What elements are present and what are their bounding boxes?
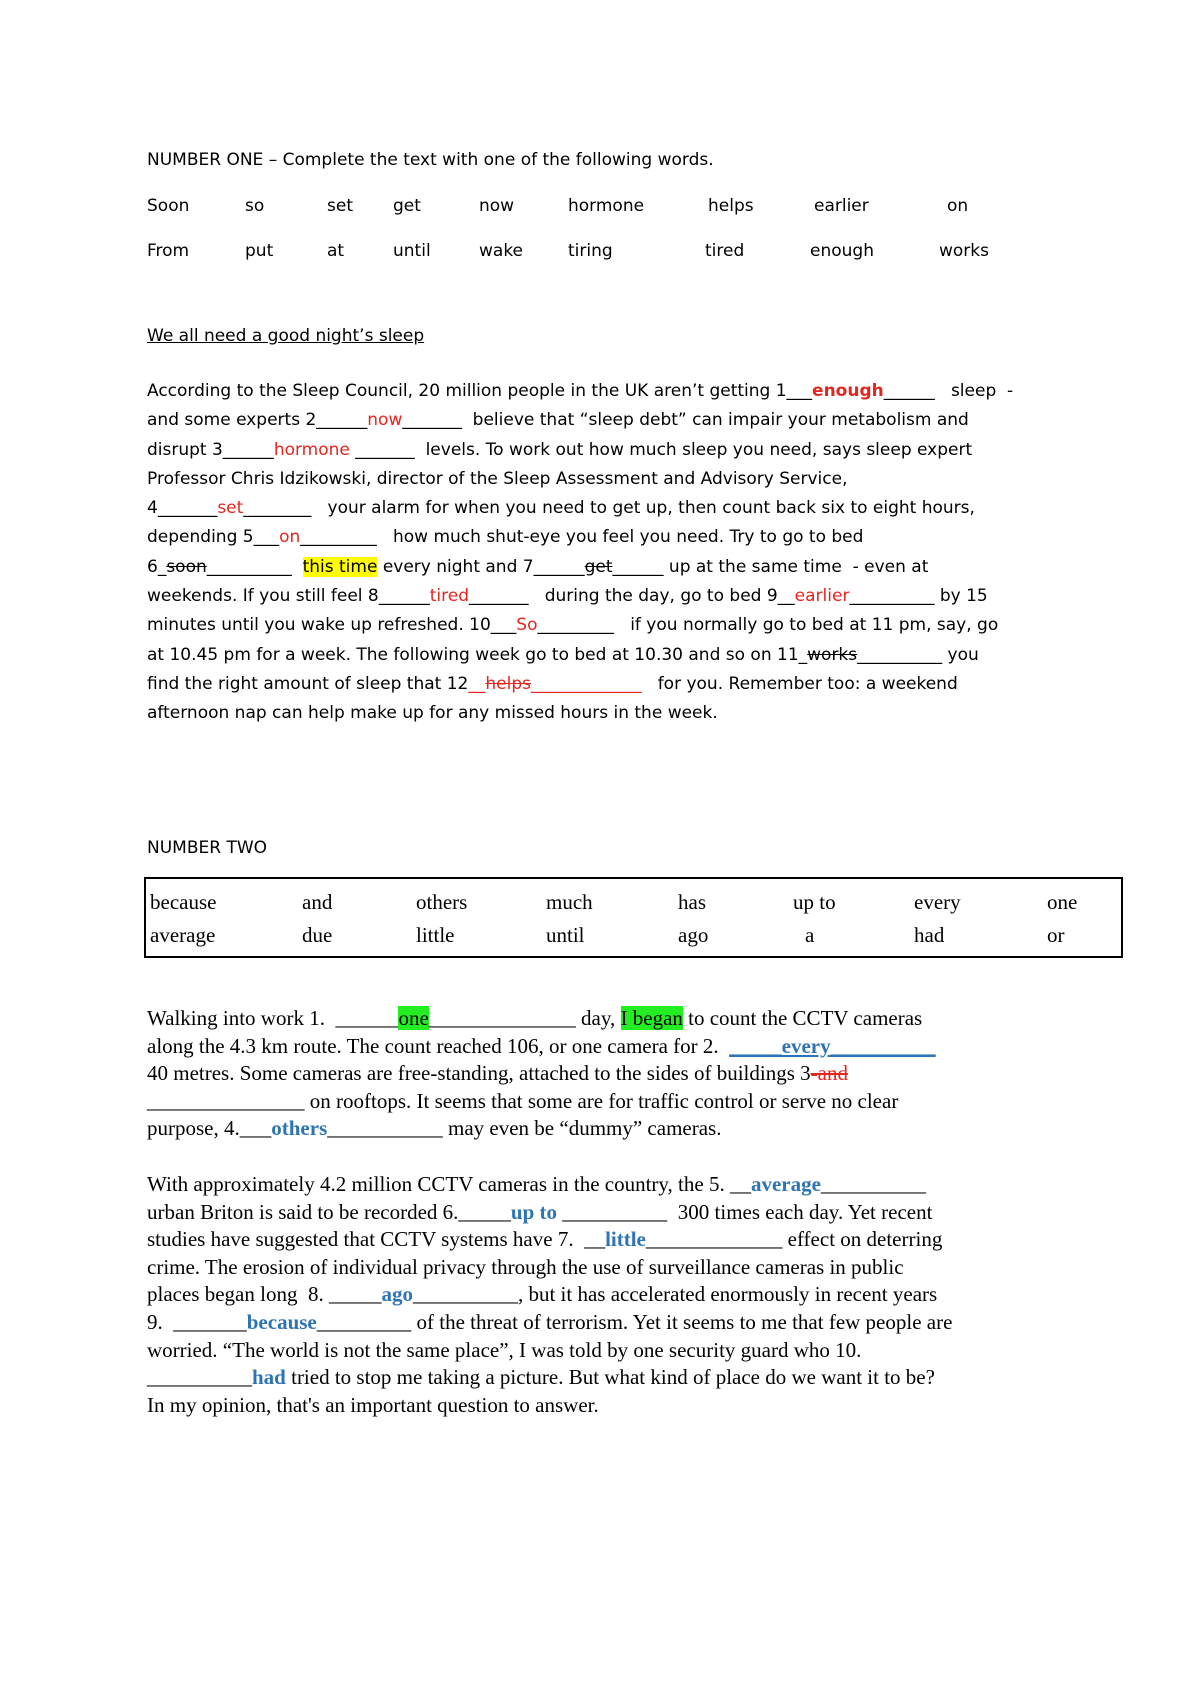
word-bank-item: one [1047, 889, 1078, 914]
word-bank-item: little [416, 923, 455, 947]
word-bank-item: tiring [568, 241, 613, 261]
section-one-heading: NUMBER ONE – Complete the text with one of the following words. [147, 150, 714, 170]
word-bank-item: get [393, 196, 421, 216]
word-bank-item: because [150, 889, 217, 914]
word-bank-item: enough [810, 241, 874, 261]
word-bank-item: on [947, 196, 969, 216]
word-bank-box [144, 877, 1123, 958]
word-bank-item: average [150, 923, 216, 947]
word-bank-item: much [546, 889, 593, 914]
word-bank-item: wake [479, 241, 524, 261]
passage-title: We all need a good night’s sleep [147, 326, 425, 346]
word-bank-item: or [1047, 923, 1065, 947]
word-bank-item: set [327, 196, 353, 216]
word-bank-item: hormone [568, 196, 645, 216]
word-bank-item: up to [793, 889, 836, 914]
word-bank-item: helps [708, 196, 754, 216]
section-two-heading: NUMBER TWO [147, 838, 268, 858]
word-bank-item: earlier [814, 196, 869, 216]
word-bank-item: a [805, 923, 815, 947]
word-bank-item: due [302, 923, 333, 947]
passage-one: According to the Sleep Council, 20 million people in the UK aren’t getting 1___enough______ sleep - and some experts 2______now_______ believe that “sleep debt” can impair your metabolism and disrupt 3______hormone _______ levels. To work out how much sleep you need, says sleep expert Professor Chris Idzikowski, director of the Sleep Assessment and Advisory Service, 4_______set________ your alarm for when you need to get up, then count back six to eight hours, depending 5___on_________ how much shut-eye you feel you need. Try to go to bed 6_soon__________ this time every night and 7______get______ up at the same time - even at weekends. If you still feel 8______tired_______ during the day, go to bed 9__earlier__________ by 15 minutes until you wake up refreshed. 10___So_________ if you normally go to bed at 11 pm, say, go at 10.45 pm for a week. The following week go to bed at 10.30 and so on 11_works__________ you find the right amount of sleep that 12__helps_____________ for you. Remember too: a weekend afternoon nap can help make up for any missed hours in the week. [147, 381, 1014, 724]
word-bank-item: now [479, 196, 515, 216]
word-bank-item: has [678, 889, 706, 914]
word-bank-item: at [327, 241, 345, 261]
word-bank-item: every [914, 889, 961, 914]
passage-two-paragraph-1: Walking into work 1. ______one______________ day, I began to count the CCTV cameras along the 4.3 km route. The count reached 106, or one camera for 2. _____every__________ 40 metres. Some cameras are free-standing, attached to the sides of buildings 3-and _______________ on rooftops. It seems that some are for traffic control or serve no clear purpose, 4.___others___________ may even be “dummy” cameras. [147, 1006, 936, 1141]
word-bank-item: until [546, 923, 585, 947]
word-bank-item: tired [705, 241, 745, 261]
word-bank-item: ago [678, 923, 709, 947]
word-bank-item: put [245, 241, 274, 261]
word-bank-row-2 [147, 241, 1047, 265]
word-bank-item: others [416, 889, 468, 914]
word-bank-item: works [939, 241, 989, 261]
word-bank-item: Soon [147, 196, 190, 216]
word-bank-item: until [393, 241, 431, 261]
word-bank-item: From [147, 241, 190, 261]
word-bank-item: had [914, 923, 945, 947]
word-bank-item: so [245, 196, 265, 216]
passage-two-paragraph-2: With approximately 4.2 million CCTV cameras in the country, the 5. __average__________ urban Briton is said to be recorded 6._____up to __________ 300 times each day. Yet recent studies have suggested that CCTV systems have 7. __little_____________ effect on deterring crime. The erosion of individual privacy through the use of surveillance cameras in public places began long 8. _____ago__________, but it has accelerated enormously in recent years 9. _______because_________ of the threat of terrorism. Yet it seems to me that few people are worried. “The world is not the same place”, I was told by one security guard who 10. __________had tried to stop me taking a picture. But what kind of place do we want it to be? In my opinion, that's an important question to answer. [147, 1172, 953, 1417]
word-bank-item: and [302, 889, 333, 914]
word-bank-row-1 [147, 196, 1047, 220]
